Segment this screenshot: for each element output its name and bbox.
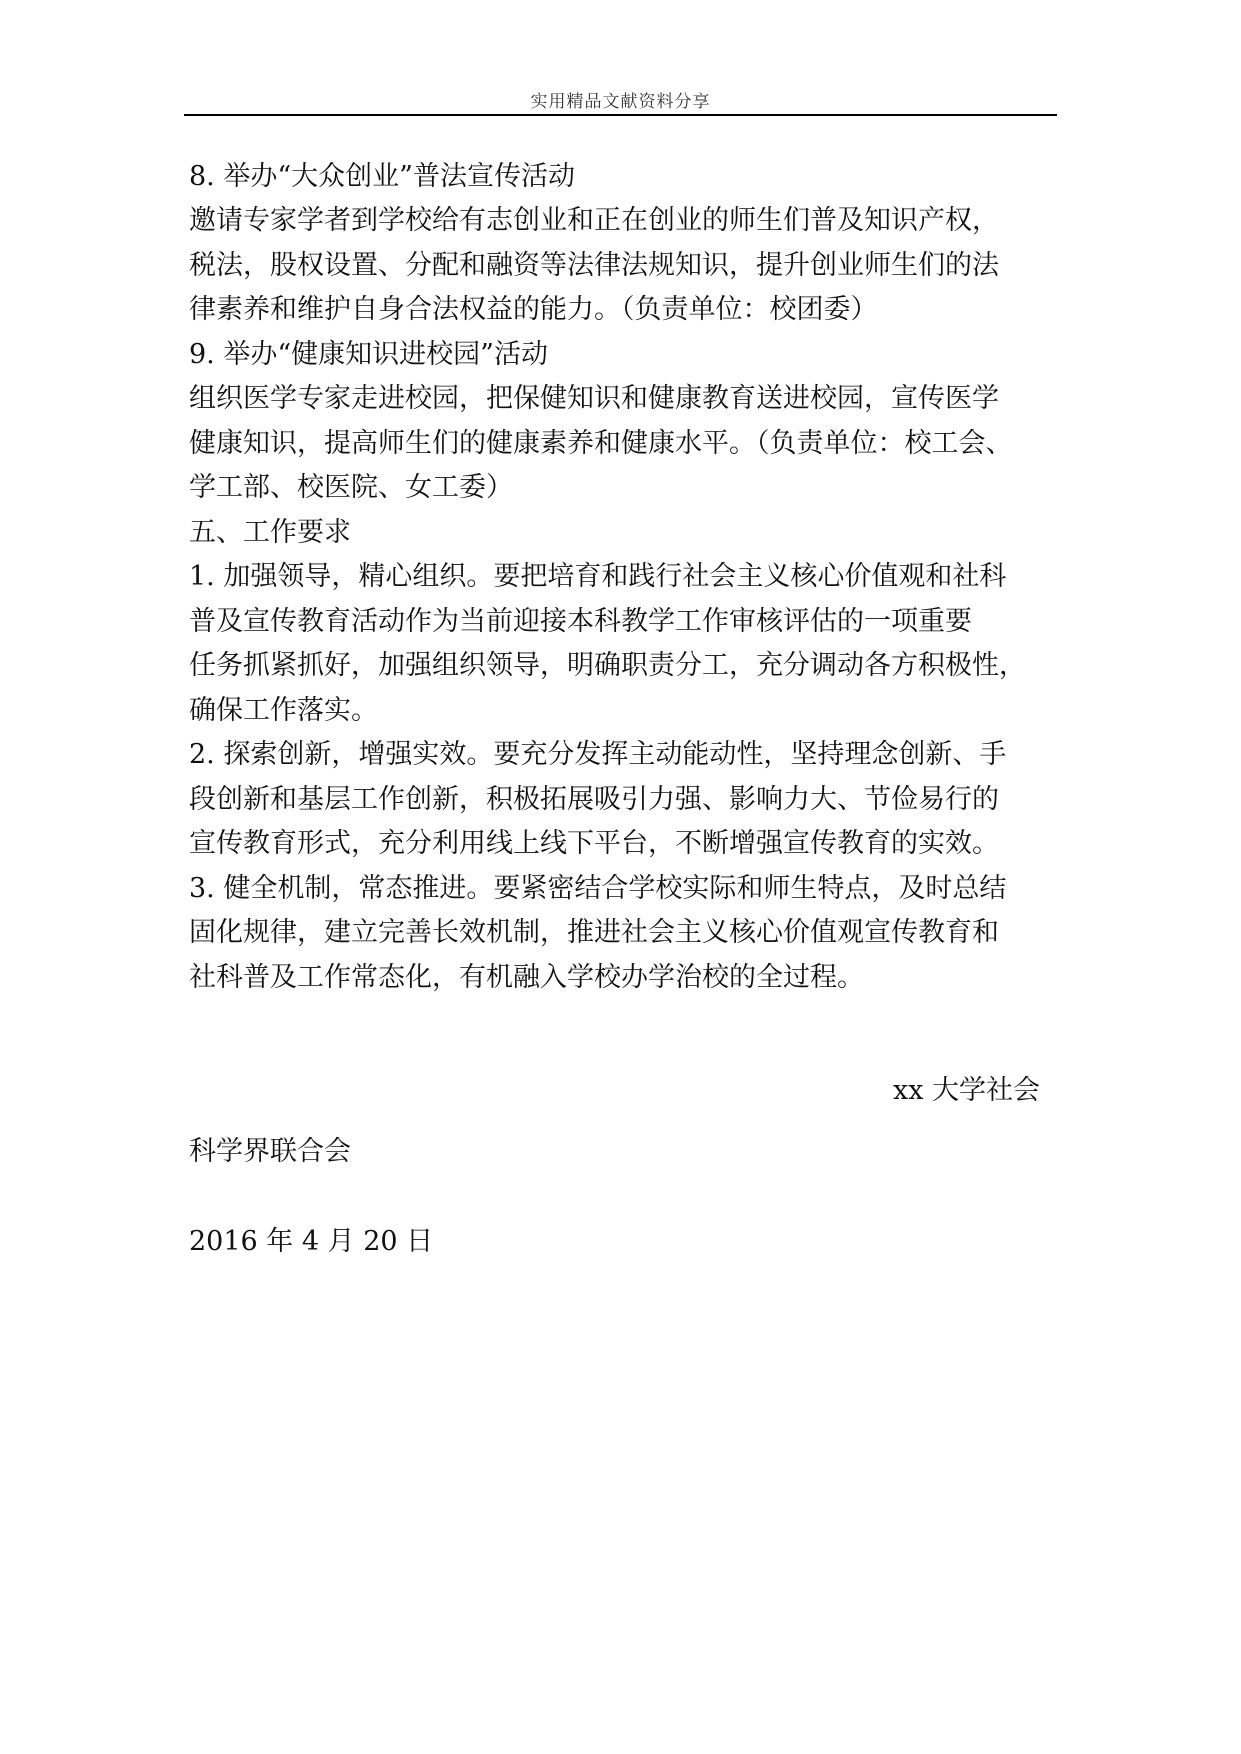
body-line: 健康知识，提高师生们的健康素养和健康水平。（负责单位：校工会、 [189, 428, 1013, 459]
section-item-9-title: 9. 举办“健康知识进校园”活动 [189, 339, 548, 370]
section-item-8-title: 8. 举办“大众创业”普法宣传活动 [189, 161, 575, 192]
requirement-2-line: 段创新和基层工作创新，积极拓展吸引力强、影响力大、节俭易行的 [189, 784, 999, 815]
header-divider [184, 114, 1057, 116]
requirement-1-line: 确保工作落实。 [189, 695, 378, 726]
body-line: 律素养和维护自身合法权益的能力。（负责单位：校团委） [189, 294, 878, 325]
section-heading-work-requirements: 五、工作要求 [189, 517, 351, 548]
requirement-2-line: 2. 探索创新，增强实效。要充分发挥主动能动性，坚持理念创新、手 [189, 739, 1007, 770]
requirement-1-line: 任务抓紧抓好，加强组织领导，明确职责分工，充分调动各方积极性， [189, 650, 1026, 681]
body-line: 邀请专家学者到学校给有志创业和正在创业的师生们普及知识产权， [189, 205, 999, 236]
requirement-1-line: 普及宣传教育活动作为当前迎接本科教学工作审核评估的一项重要 [189, 606, 972, 637]
signature-org-line1: xx 大学社会 [893, 1075, 1041, 1106]
body-line: 税法，股权设置、分配和融资等法律法规知识，提升创业师生们的法 [189, 250, 999, 281]
page-header-title: 实用精品文献资料分享 [530, 92, 711, 112]
body-line: 组织医学专家走进校园，把保健知识和健康教育送进校园，宣传医学 [189, 383, 999, 414]
signature-date: 2016 年 4 月 20 日 [189, 1226, 434, 1257]
requirement-3-line: 社科普及工作常态化，有机融入学校办学治校的全过程。 [189, 962, 864, 993]
body-line: 学工部、校医院、女工委） [189, 472, 513, 503]
signature-org-line2: 科学界联合会 [189, 1136, 351, 1167]
requirement-2-line: 宣传教育形式，充分利用线上线下平台，不断增强宣传教育的实效。 [189, 828, 999, 859]
requirement-1-line: 1. 加强领导，精心组织。要把培育和践行社会主义核心价值观和社科 [189, 561, 1007, 592]
requirement-3-line: 3. 健全机制，常态推进。要紧密结合学校实际和师生特点，及时总结 [189, 873, 1007, 904]
requirement-3-line: 固化规律，建立完善长效机制，推进社会主义核心价值观宣传教育和 [189, 917, 999, 948]
